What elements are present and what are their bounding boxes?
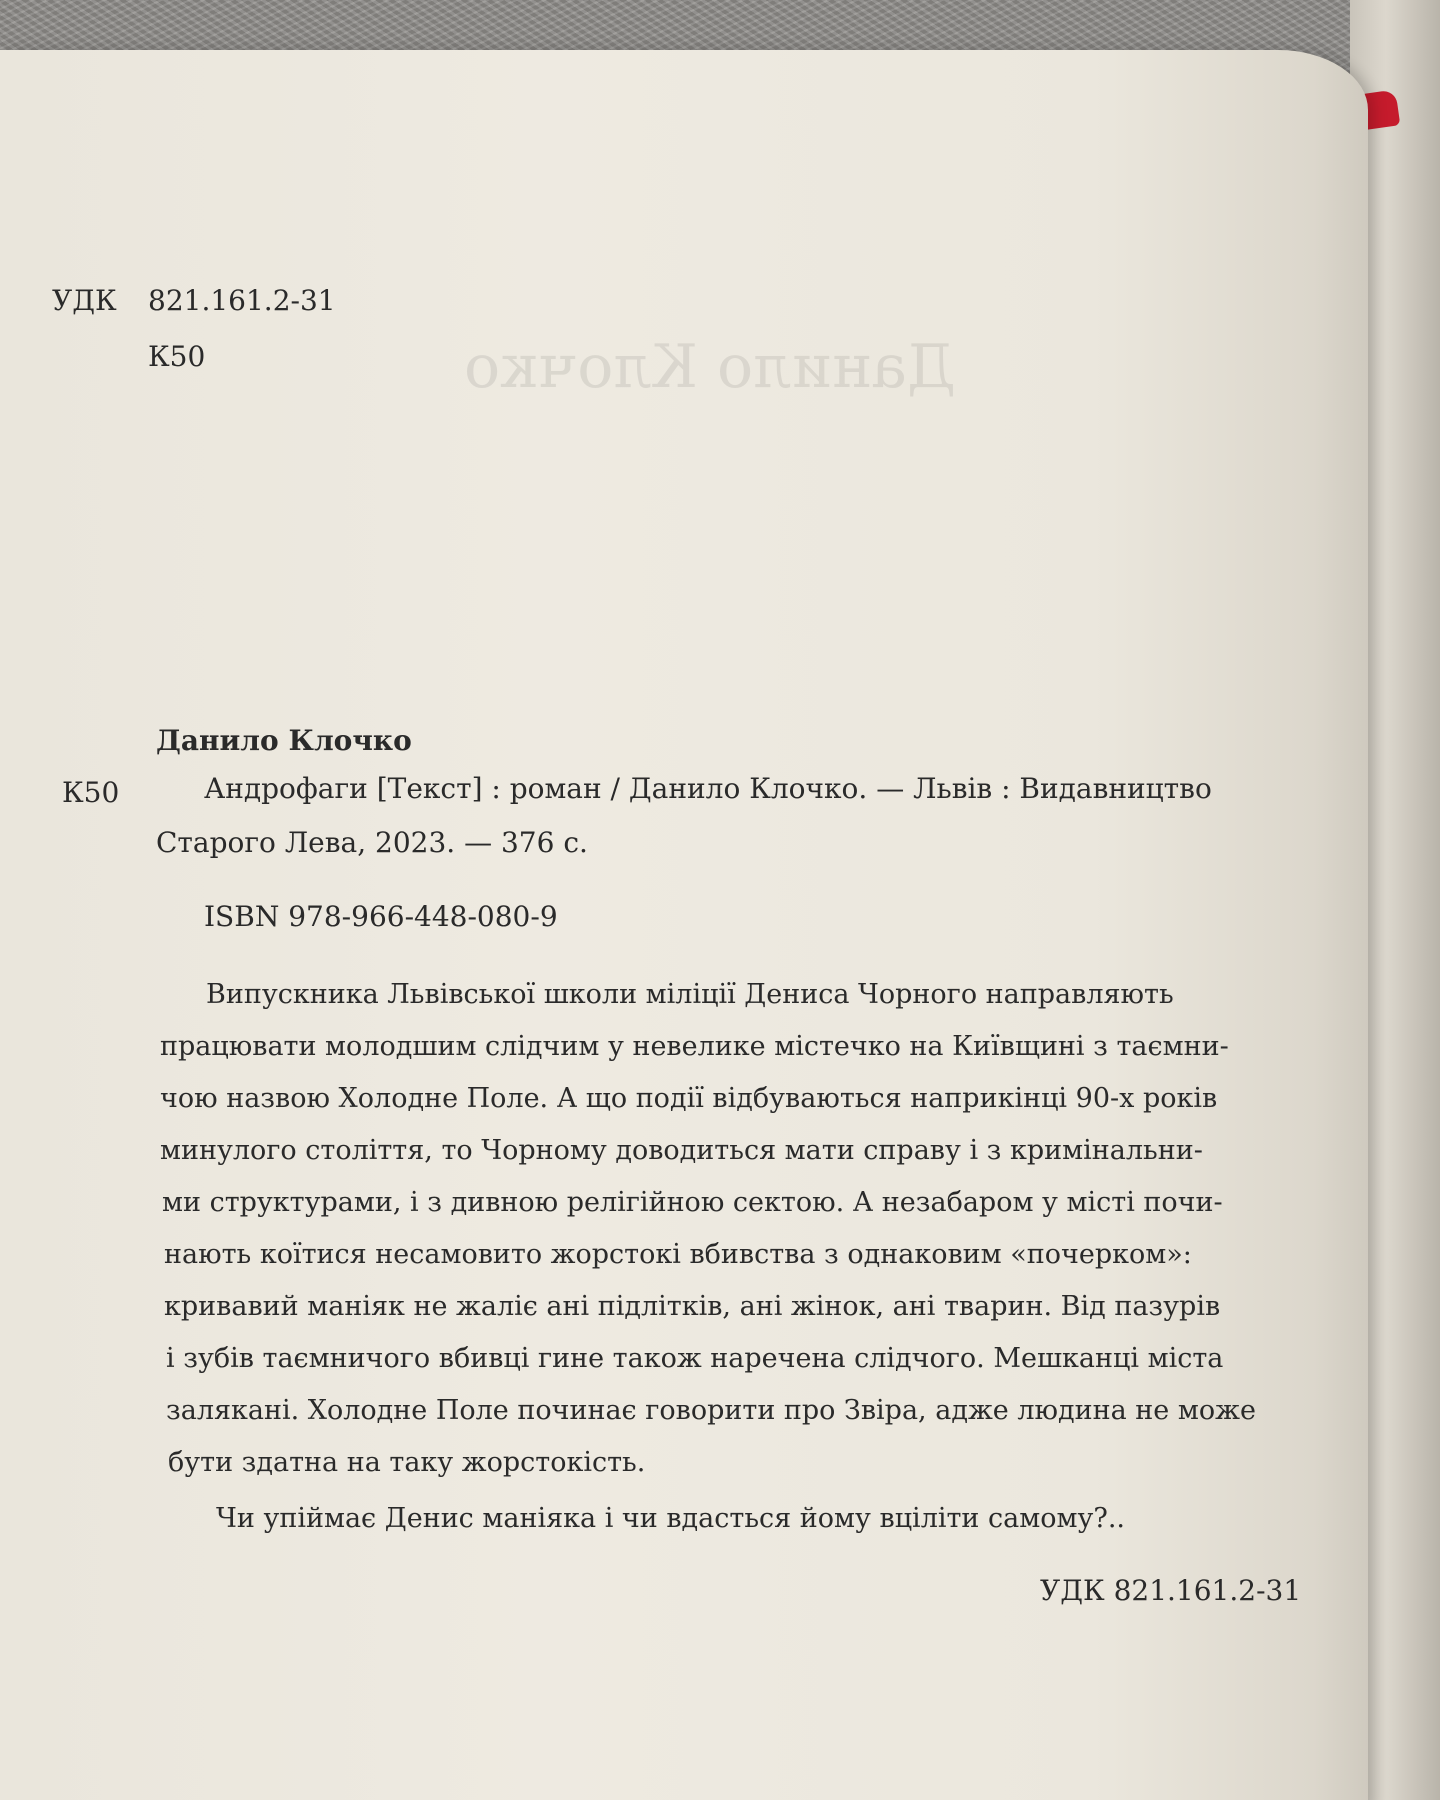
bibliographic-line-1: Андрофаги [Текст] : роман / Данило Клочко. — Львів : Видавництво — [204, 772, 1212, 805]
show-through-author-name: Данило Клочко — [464, 332, 956, 402]
annotation-line: залякані. Холодне Поле починає говорити про Звіра, адже людина не може — [166, 1395, 1256, 1426]
annotation-line: працювати молодшим слідчим у невелике містечко на Київщині з таємни- — [160, 1031, 1229, 1062]
annotation-question: Чи упіймає Денис маніяка і чи вдасться йому вціліти самому?.. — [216, 1503, 1125, 1534]
annotation-line: і зубів таємничого вбивці гине також наречена слідчого. Мешканці міста — [166, 1343, 1224, 1374]
annotation-line: Випускника Львівської школи міліції Дениса Чорного направляють — [206, 979, 1174, 1010]
author-sign-left: К50 — [62, 776, 120, 809]
annotation-line: минулого століття, то Чорному доводиться мати справу і з кримінальни- — [160, 1135, 1203, 1166]
annotation-line: ми структурами, і з дивною релігійною сектою. А незабаром у місті почи- — [162, 1187, 1223, 1218]
udk-code: 821.161.2-31 — [148, 284, 336, 317]
author-name: Данило Клочко — [156, 724, 412, 757]
annotation-line: чою назвою Холодне Поле. А що події відбуваються наприкінці 90-х років — [160, 1083, 1218, 1114]
bibliographic-line-2: Старого Лева, 2023. — 376 с. — [156, 826, 588, 859]
udk-label: УДК — [52, 284, 117, 317]
annotation-line: кривавий маніяк не жаліє ані підлітків, ані жінок, ані тварин. Від пазурів — [164, 1291, 1221, 1322]
udk-footer: УДК 821.161.2-31 — [1040, 1574, 1302, 1607]
isbn: ISBN 978-966-448-080-9 — [204, 900, 558, 933]
annotation-line: нають коїтися несамовито жорстокі вбивства з однаковим «почерком»: — [164, 1239, 1192, 1270]
annotation-line: бути здатна на таку жорстокість. — [168, 1447, 646, 1478]
book-page — [0, 50, 1368, 1800]
author-sign-top: К50 — [148, 340, 206, 373]
